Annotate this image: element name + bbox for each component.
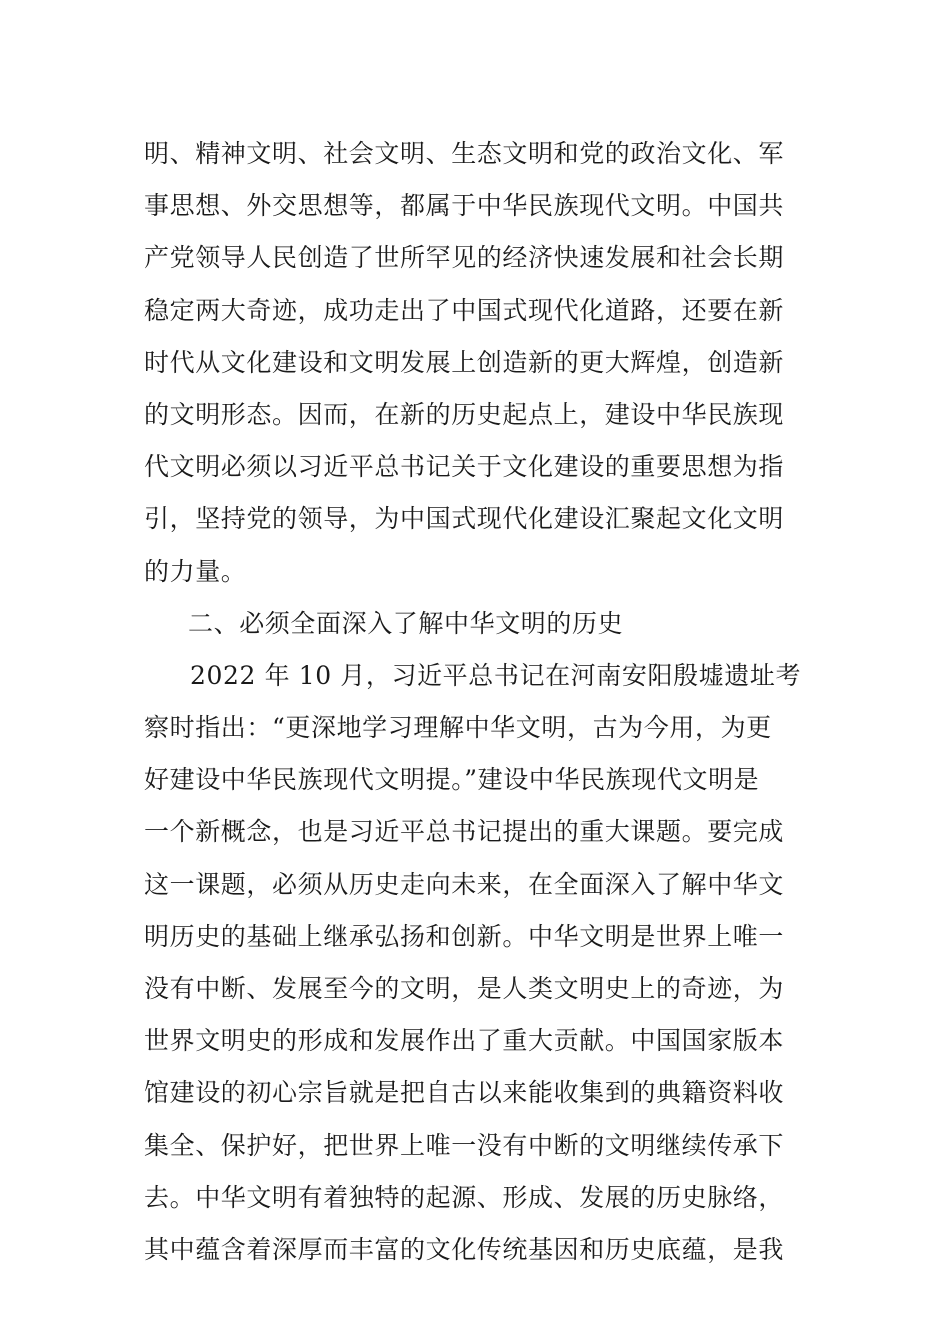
- text-line: 好建设中华民族现代文明提。”建设中华民族现代文明是: [144, 765, 760, 795]
- text-line: 没有中断、发展至今的文明，是人类文明史上的奇迹，为: [144, 974, 785, 1003]
- section-heading: 二、必须全面深入了解中华文明的历史: [188, 608, 624, 638]
- text-line: 稳定两大奇迹，成功走出了中国式现代化道路，还要在新: [144, 295, 785, 325]
- text-line: 时代从文化建设和文明发展上创造新的更大辉煌，创造新: [144, 347, 785, 377]
- text-line: 察时指出：“更深地学习理解中华文明，古为今用，为更: [144, 713, 772, 743]
- text-line: 的力量。: [144, 556, 247, 586]
- text-line: 代文明必须以习近平总书记关于文化建设的重要思想为指: [144, 452, 785, 482]
- text-line: 世界文明史的形成和发展作出了重大贡献。中国国家版本: [144, 1026, 785, 1056]
- paragraph-start-line: 2022 年 10 月，习近平总书记在河南安阳殷墟遗址考: [190, 660, 802, 690]
- text-line: 产党领导人民创造了世所罕见的经济快速发展和社会长期: [144, 243, 785, 273]
- text-line: 去。中华文明有着独特的起源、形成、发展的历史脉络，: [144, 1182, 785, 1212]
- document-page: [144, 128, 808, 1276]
- text-line: 集全、保护好，把世界上唯一没有中断的文明继续传承下: [144, 1130, 785, 1160]
- text-line: 明历史的基础上继承弘扬和创新。中华文明是世界上唯一: [144, 921, 785, 951]
- text-line: 的文明形态。因而，在新的历史起点上，建设中华民族现: [144, 399, 785, 429]
- text-line: 事思想、外交思想等，都属于中华民族现代文明。中国共: [144, 191, 785, 221]
- text-line: 这一课题，必须从历史走向未来，在全面深入了解中华文: [144, 869, 785, 899]
- text-line: 引，坚持党的领导，为中国式现代化建设汇聚起文化文明: [144, 504, 785, 534]
- text-line: 一个新概念，也是习近平总书记提出的重大课题。要完成: [144, 817, 785, 847]
- text-line: 馆建设的初心宗旨就是把自古以来能收集到的典籍资料收: [144, 1078, 785, 1108]
- text-line: 明、精神文明、社会文明、生态文明和党的政治文化、军: [144, 139, 785, 168]
- text-line: 其中蕴含着深厚而丰富的文化传统基因和历史底蕴，是我: [144, 1234, 785, 1264]
